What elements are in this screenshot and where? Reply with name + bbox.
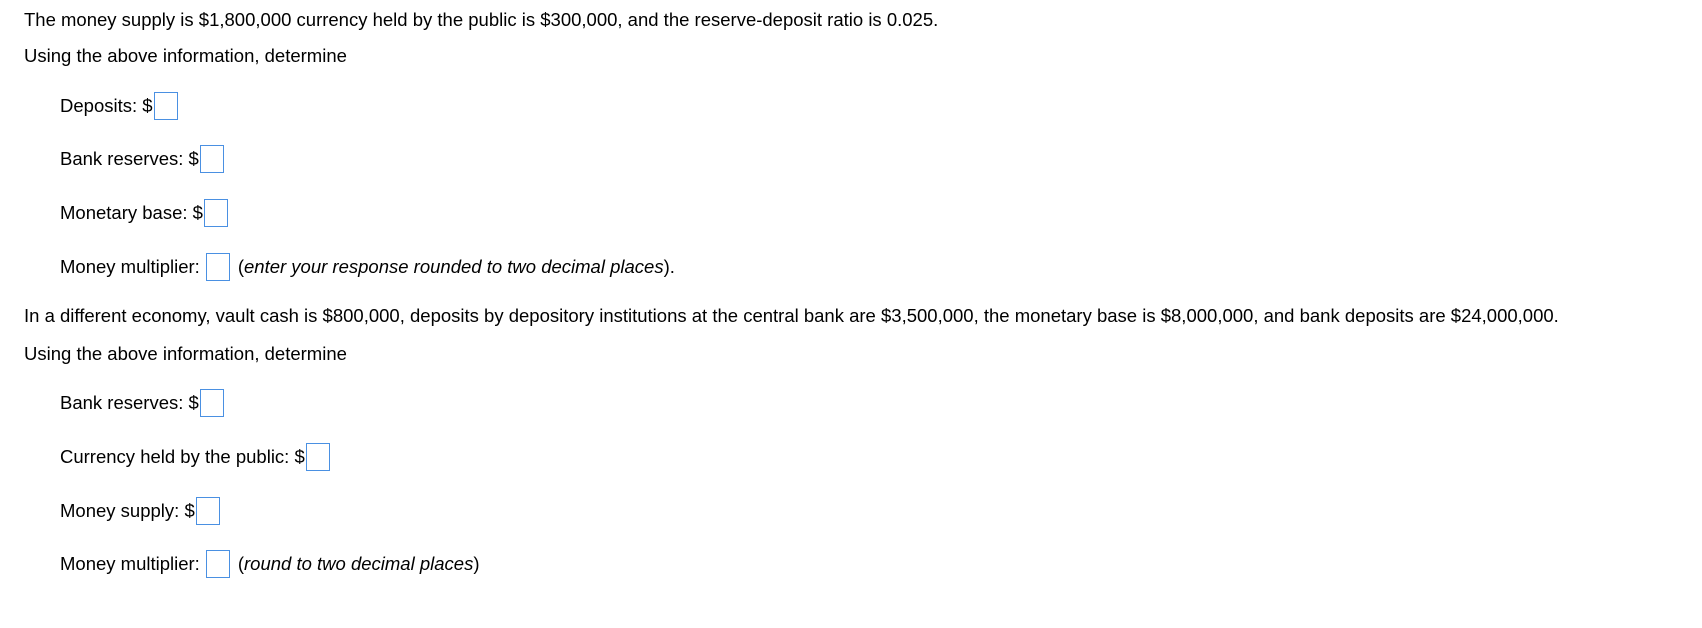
money-multiplier-label: Money multiplier: [60,553,200,574]
dollar-sign: $ [188,392,199,413]
currency-held-input[interactable] [306,443,330,471]
bank-reserves-input-1[interactable] [200,145,224,173]
bank-reserves-label: Bank reserves: [60,392,184,413]
monetary-base-label: Monetary base: [60,202,188,223]
currency-held-row [60,443,332,471]
rounding-hint: round to two decimal places [244,553,474,574]
money-multiplier-label: Money multiplier: [60,256,200,277]
instruction-1: Using the above information, determine [24,45,347,66]
dollar-sign: $ [192,202,203,223]
dollar-sign: $ [142,95,153,116]
bank-reserves-label: Bank reserves: [60,148,184,169]
money-multiplier-row-2 [60,550,480,578]
monetary-base-row [60,199,230,227]
monetary-base-input[interactable] [204,199,228,227]
bank-reserves-input-2[interactable] [200,389,224,417]
deposits-label: Deposits: [60,95,138,116]
dollar-sign: $ [188,148,199,169]
problem-statement-1: The money supply is $1,800,000 currency held by the public is $300,000, and the reserve-deposit ratio is 0.025. [24,9,939,30]
currency-held-label: Currency held by the public: [60,446,290,467]
instruction-2: Using the above information, determine [24,343,347,364]
deposits-input[interactable] [154,92,178,120]
money-multiplier-row-1 [60,253,675,281]
money-supply-input[interactable] [196,497,220,525]
rounding-hint: enter your response rounded to two decimal places [244,256,664,277]
money-supply-row [60,497,222,525]
money-multiplier-input-1[interactable] [206,253,230,281]
hint-close: ) [473,553,480,574]
hint-open: ( [237,553,244,574]
problem-statement-2: In a different economy, vault cash is $800,000, deposits by depository institutions at the central bank are $3,500,000, the monetary base is $8,000,000, and bank deposits are $24,000,000. [24,305,1559,326]
bank-reserves-row-1 [60,145,226,173]
money-multiplier-input-2[interactable] [206,550,230,578]
dollar-sign: $ [294,446,305,467]
hint-close: ). [663,256,675,277]
bank-reserves-row-2 [60,389,226,417]
hint-open: ( [237,256,244,277]
money-supply-label: Money supply: [60,500,180,521]
dollar-sign: $ [184,500,195,521]
deposits-row [60,92,180,120]
